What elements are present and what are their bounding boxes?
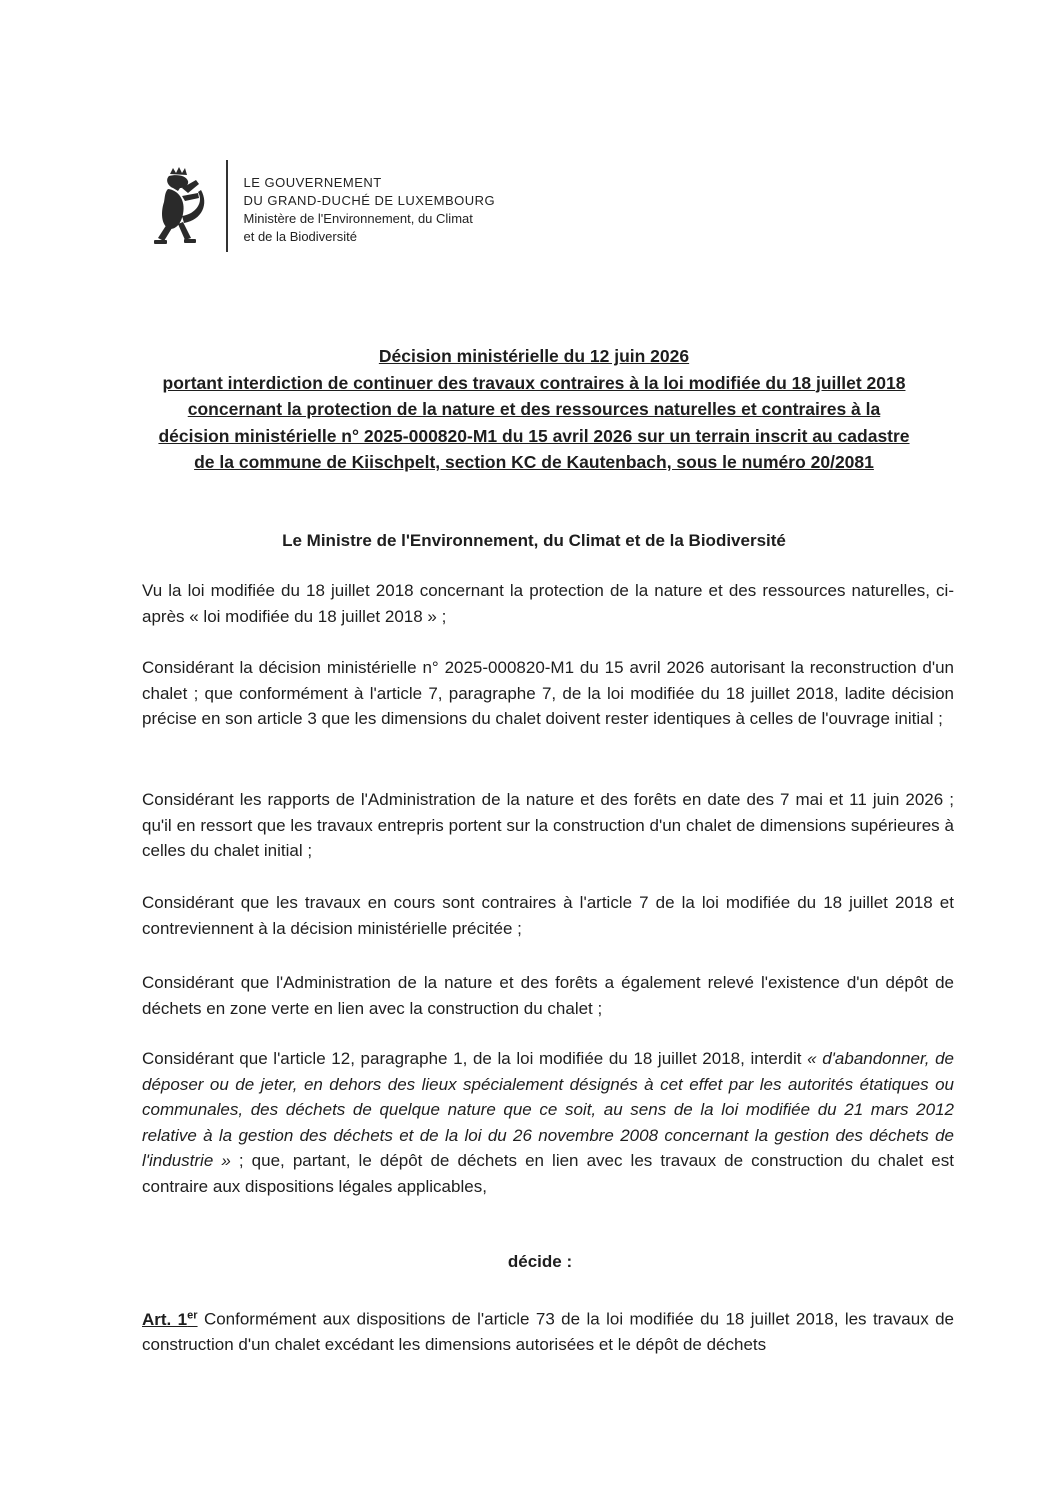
title-line-1: Décision ministérielle du 12 juin 2026 xyxy=(378,346,690,366)
letterhead-divider xyxy=(226,160,228,252)
paragraph-text: ; que, partant, le dépôt de déchets en lien avec les travaux de construction du chalet est contraire aux dispositions légales applicables, xyxy=(142,1151,954,1196)
paragraph-considerant-1: Considérant la décision ministérielle n° 2025-000820-M1 du 15 avril 2026 autorisant la reconstruction d'un chalet ; que conformément à l'article 7, paragraphe 7, de la loi modifiée du 18 juillet 2018, ladite décision précise en son article 3 que les dimensions du chalet doivent rester identiques à celles de l'ouvrage initial ; xyxy=(142,658,954,728)
article-1-text: Conformément aux dispositions de l'article 73 de la loi modifiée du 18 juillet 2018, les travaux de construction d'un chalet excédant les dimensions autorisées et le dépôt de déchets xyxy=(142,1309,954,1355)
minister-heading: Le Ministre de l'Environnement, du Climat et de la Biodiversité xyxy=(282,531,786,550)
gov-line-1: LE GOUVERNEMENT xyxy=(243,175,382,190)
title-line-2: portant interdiction de continuer des travaux contraires à la loi modifiée du 18 juillet 2018 xyxy=(162,372,906,393)
article-1-label xyxy=(142,1310,198,1329)
paragraph-considerant-3: Considérant que les travaux en cours sont contraires à l'article 7 de la loi modifiée du 18 juillet 2018 et contreviennent à la décision ministérielle précitée ; xyxy=(142,893,954,938)
decide-heading: décide : xyxy=(507,1252,573,1271)
paragraph-text: Considérant que l'article 12, paragraphe 1, de la loi modifiée du 18 juillet 2018, interdit xyxy=(142,1049,808,1068)
decision-title xyxy=(110,343,958,476)
ministry-line-2: et de la Biodiversité xyxy=(243,229,357,244)
letterhead xyxy=(152,160,495,252)
paragraph-considerant-5 xyxy=(142,1046,954,1199)
paragraph-considerant-2: Considérant les rapports de l'Administration de la nature et des forêts en date des 7 mai et 11 juin 2026 ; qu'il en ressort que les travaux entrepris portent sur la construction d'un chalet de dimensions supérieures à celles du chalet initial ; xyxy=(142,790,954,860)
government-name xyxy=(244,160,496,246)
article-label-superscript: er xyxy=(187,1309,198,1321)
article-label-text: Art. 1 xyxy=(142,1309,188,1329)
luxembourg-lion-emblem-icon xyxy=(152,166,212,250)
paragraph-vu: Vu la loi modifiée du 18 juillet 2018 concernant la protection de la nature et des ressources naturelles, ci-après « loi modifiée du 18 juillet 2018 » ; xyxy=(142,581,954,626)
title-line-4: décision ministérielle n° 2025-000820-M1 du 15 avril 2026 sur un terrain inscrit au cadastre xyxy=(158,425,910,446)
ministry-line-1: Ministère de l'Environnement, du Climat xyxy=(243,211,473,226)
gov-line-2: DU GRAND-DUCHÉ DE LUXEMBOURG xyxy=(243,193,496,208)
paragraph-considerant-4: Considérant que l'Administration de la nature et des forêts a également relevé l'existence d'un dépôt de déchets en zone verte en lien avec la construction du chalet ; xyxy=(142,973,954,1018)
article-1 xyxy=(142,1303,954,1358)
quoted-law-text: « d'abandonner, de déposer ou de jeter, en dehors des lieux spécialement désignés à cet effet par les autorités étatiques ou communales, des déchets de quelque nature que ce soit, au sens de la loi modifiée du 21 mars 2012 relative à la gestion des déchets et de la loi du 26 novembre 2008 concernant la gestion des déchets de l'industrie » xyxy=(142,1049,954,1170)
title-line-5: de la commune de Kiischpelt, section KC de Kautenbach, sous le numéro 20/2081 xyxy=(194,452,874,472)
title-line-3: concernant la protection de la nature et des ressources naturelles et contraires à la xyxy=(187,399,881,419)
